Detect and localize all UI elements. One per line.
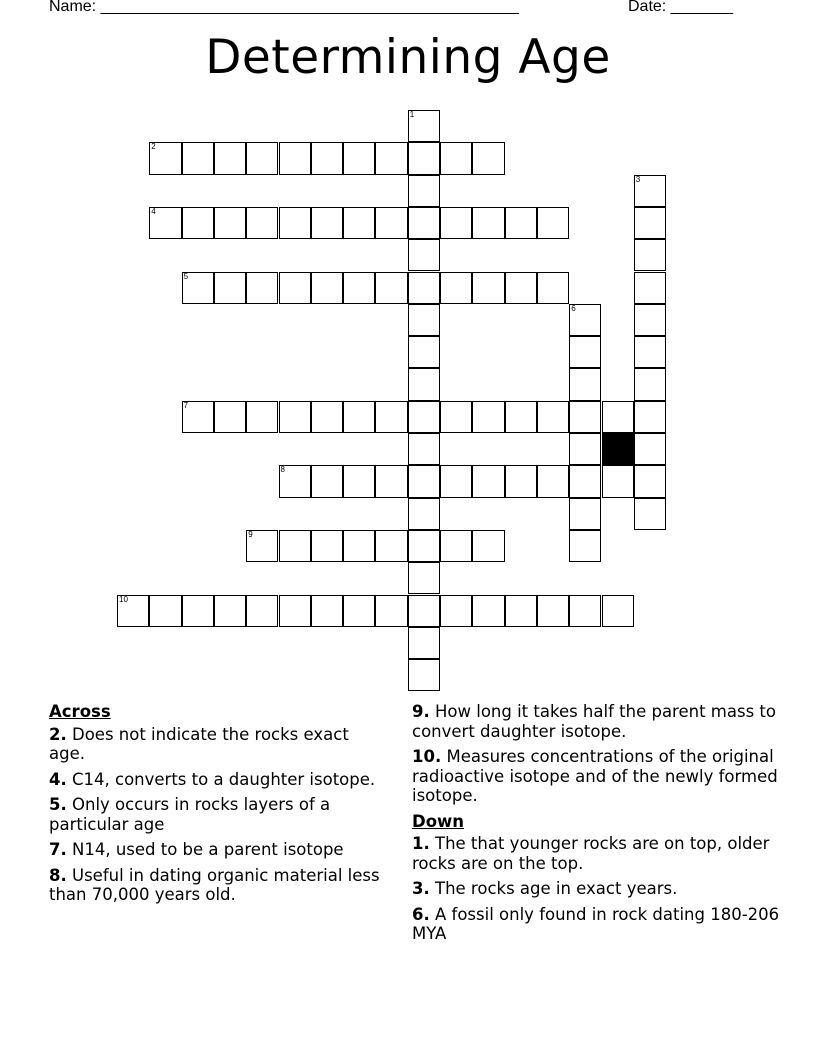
crossword-cell[interactable] [472, 401, 504, 433]
clue-number: 3. [412, 879, 430, 898]
crossword-cell[interactable] [375, 530, 407, 562]
crossword-cell[interactable] [408, 207, 440, 239]
crossword-cell[interactable] [569, 530, 601, 562]
clue-text: A fossil only found in rock dating 180-206 MYA [412, 904, 780, 943]
black-cell [602, 433, 634, 465]
crossword-cell[interactable] [472, 142, 504, 174]
down-clue-1 [412, 834, 782, 873]
crossword-cell[interactable] [279, 465, 311, 497]
clue-number: 8. [49, 865, 67, 885]
crossword-cell[interactable] [634, 465, 666, 497]
crossword-cell[interactable] [569, 336, 601, 368]
clue-number-label: 4 [151, 206, 156, 216]
crossword-cell[interactable] [182, 272, 214, 304]
crossword-cell[interactable] [408, 368, 440, 400]
across-clue-2 [49, 725, 389, 764]
crossword-cell[interactable] [602, 401, 634, 433]
crossword-cell[interactable] [279, 142, 311, 174]
crossword-cell[interactable] [343, 530, 375, 562]
crossword-cell[interactable] [149, 142, 181, 174]
crossword-cell[interactable] [408, 110, 440, 142]
crossword-cell[interactable] [569, 368, 601, 400]
crossword-cell[interactable] [279, 272, 311, 304]
crossword-cell[interactable] [279, 401, 311, 433]
clue-number-label: 8 [280, 465, 285, 475]
crossword-cell[interactable] [214, 595, 246, 627]
crossword-cell[interactable] [408, 433, 440, 465]
clue-text: The that younger rocks are on top, older rocks are on the top. [412, 834, 770, 873]
crossword-cell[interactable] [408, 627, 440, 659]
crossword-cell[interactable] [408, 304, 440, 336]
crossword-cell[interactable] [311, 272, 343, 304]
crossword-cell[interactable] [311, 530, 343, 562]
crossword-cell[interactable] [472, 595, 504, 627]
crossword-cell[interactable] [149, 207, 181, 239]
crossword-cell[interactable] [408, 401, 440, 433]
crossword-cell[interactable] [537, 595, 569, 627]
crossword-cell[interactable] [569, 498, 601, 530]
clue-number: 2. [49, 724, 67, 744]
crossword-cell[interactable] [182, 207, 214, 239]
crossword-cell[interactable] [279, 207, 311, 239]
clue-number: 10. [412, 747, 442, 766]
clue-number-label: 7 [183, 400, 189, 410]
crossword-cell[interactable] [375, 272, 407, 304]
crossword-cell[interactable] [343, 207, 375, 239]
crossword-cell[interactable] [246, 401, 278, 433]
clue-text: N14, used to be a parent isotope [72, 840, 344, 859]
crossword-cell[interactable] [408, 562, 440, 594]
crossword-cell[interactable] [375, 595, 407, 627]
crossword-cell[interactable] [279, 530, 311, 562]
crossword-cell[interactable] [505, 401, 537, 433]
crossword-cell[interactable] [634, 207, 666, 239]
crossword-cell[interactable] [505, 465, 537, 497]
crossword-cell[interactable] [182, 595, 214, 627]
crossword-cell[interactable] [408, 239, 440, 271]
clue-number: 7. [49, 840, 67, 859]
crossword-cell[interactable] [408, 498, 440, 530]
clues-left-column [49, 702, 389, 911]
crossword-cell[interactable] [505, 272, 537, 304]
crossword-cell[interactable] [472, 207, 504, 239]
clues-right-column [412, 702, 782, 950]
crossword-cell[interactable] [375, 401, 407, 433]
crossword-cell[interactable] [343, 595, 375, 627]
crossword-cell[interactable] [246, 207, 278, 239]
crossword-cell[interactable] [246, 595, 278, 627]
down-heading: Down [412, 811, 465, 831]
crossword-cell[interactable] [408, 465, 440, 497]
clue-number: 6. [412, 904, 430, 924]
crossword-cell[interactable] [569, 304, 601, 336]
across-clue-10 [412, 747, 782, 806]
crossword-cell[interactable] [569, 595, 601, 627]
page-title: Determining Age [205, 30, 611, 85]
crossword-cell[interactable] [634, 304, 666, 336]
crossword-cell[interactable] [602, 465, 634, 497]
crossword-cell[interactable] [311, 401, 343, 433]
crossword-cell[interactable] [537, 207, 569, 239]
crossword-cell[interactable] [537, 401, 569, 433]
name-field-label: Name: _______________________________________________ [49, 0, 519, 15]
crossword-cell[interactable] [634, 368, 666, 400]
clue-text: Useful in dating organic material less than 70,000 years old. [49, 865, 380, 904]
crossword-cell[interactable] [246, 530, 278, 562]
crossword-cell[interactable] [246, 272, 278, 304]
crossword-cell[interactable] [440, 595, 472, 627]
crossword-cell[interactable] [569, 465, 601, 497]
across-clue-4 [49, 770, 389, 790]
date-field-label: Date: _______ [628, 0, 733, 15]
crossword-cell[interactable] [440, 272, 472, 304]
crossword-cell[interactable] [214, 142, 246, 174]
clue-text: C14, converts to a daughter isotope. [72, 769, 376, 789]
crossword-cell[interactable] [375, 207, 407, 239]
clue-number: 4. [49, 769, 67, 789]
down-clue-6 [412, 905, 782, 944]
crossword-cell[interactable] [149, 595, 181, 627]
crossword-cell[interactable] [311, 595, 343, 627]
clue-number: 1. [412, 834, 430, 853]
crossword-cell[interactable] [311, 465, 343, 497]
clue-text: Measures concentrations of the original radioactive isotope and of the newly formed isotope. [412, 747, 778, 805]
crossword-cell[interactable] [634, 175, 666, 207]
crossword-cell[interactable] [505, 595, 537, 627]
clue-number-label: 3 [635, 174, 641, 184]
crossword-cell[interactable] [505, 207, 537, 239]
crossword-cell[interactable] [569, 433, 601, 465]
across-clue-7 [49, 840, 389, 860]
clue-number-label: 5 [183, 271, 189, 281]
crossword-cell[interactable] [634, 498, 666, 530]
crossword-cell[interactable] [634, 239, 666, 271]
crossword-cell[interactable] [440, 207, 472, 239]
crossword-cell[interactable] [440, 142, 472, 174]
across-heading: Across [49, 702, 111, 721]
clue-text: Only occurs in rocks layers of a particular age [49, 795, 331, 834]
crossword-cell[interactable] [537, 465, 569, 497]
crossword-cell[interactable] [440, 530, 472, 562]
crossword-cell[interactable] [408, 530, 440, 562]
clue-text: The rocks age in exact years. [435, 879, 678, 898]
crossword-cell[interactable] [569, 401, 601, 433]
crossword-cell[interactable] [408, 175, 440, 207]
crossword-cell[interactable] [182, 401, 214, 433]
across-clue-8 [49, 866, 389, 905]
crossword-cell[interactable] [343, 272, 375, 304]
crossword-cell[interactable] [182, 142, 214, 174]
crossword-cell[interactable] [343, 401, 375, 433]
across-clue-9 [412, 702, 782, 741]
clue-number: 5. [49, 795, 67, 814]
crossword-cell[interactable] [311, 207, 343, 239]
crossword-cell[interactable] [311, 142, 343, 174]
crossword-cell[interactable] [375, 465, 407, 497]
crossword-cell[interactable] [634, 336, 666, 368]
crossword-cell[interactable] [408, 336, 440, 368]
crossword-cell[interactable] [440, 465, 472, 497]
clue-number: 9. [412, 702, 430, 721]
crossword-cell[interactable] [343, 465, 375, 497]
clue-text: Does not indicate the rocks exact age. [49, 724, 349, 763]
clue-number-label: 10 [119, 594, 128, 604]
crossword-cell[interactable] [472, 272, 504, 304]
crossword-cell[interactable] [246, 142, 278, 174]
crossword-cell[interactable] [440, 401, 472, 433]
crossword-cell[interactable] [408, 595, 440, 627]
crossword-cell[interactable] [214, 272, 246, 304]
crossword-cell[interactable] [634, 433, 666, 465]
crossword-cell[interactable] [537, 272, 569, 304]
crossword-cell[interactable] [214, 401, 246, 433]
across-clue-5 [49, 795, 389, 834]
crossword-cell[interactable] [602, 595, 634, 627]
clue-number-label: 6 [571, 303, 576, 313]
crossword-cell[interactable] [375, 142, 407, 174]
crossword-cell[interactable] [634, 272, 666, 304]
crossword-cell[interactable] [472, 465, 504, 497]
crossword-cell[interactable] [279, 595, 311, 627]
clue-number-label: 2 [151, 142, 156, 152]
crossword-cell[interactable] [408, 272, 440, 304]
crossword-cell[interactable] [408, 142, 440, 174]
crossword-cell[interactable] [117, 595, 149, 627]
clue-number-label: 9 [248, 529, 253, 539]
down-clue-3 [412, 879, 782, 899]
clue-number-label: 1 [409, 110, 415, 119]
clue-text: How long it takes half the parent mass to convert daughter isotope. [412, 702, 776, 741]
crossword-cell[interactable] [343, 142, 375, 174]
crossword-cell[interactable] [634, 401, 666, 433]
crossword-cell[interactable] [408, 659, 440, 691]
crossword-cell[interactable] [214, 207, 246, 239]
crossword-cell[interactable] [472, 530, 504, 562]
